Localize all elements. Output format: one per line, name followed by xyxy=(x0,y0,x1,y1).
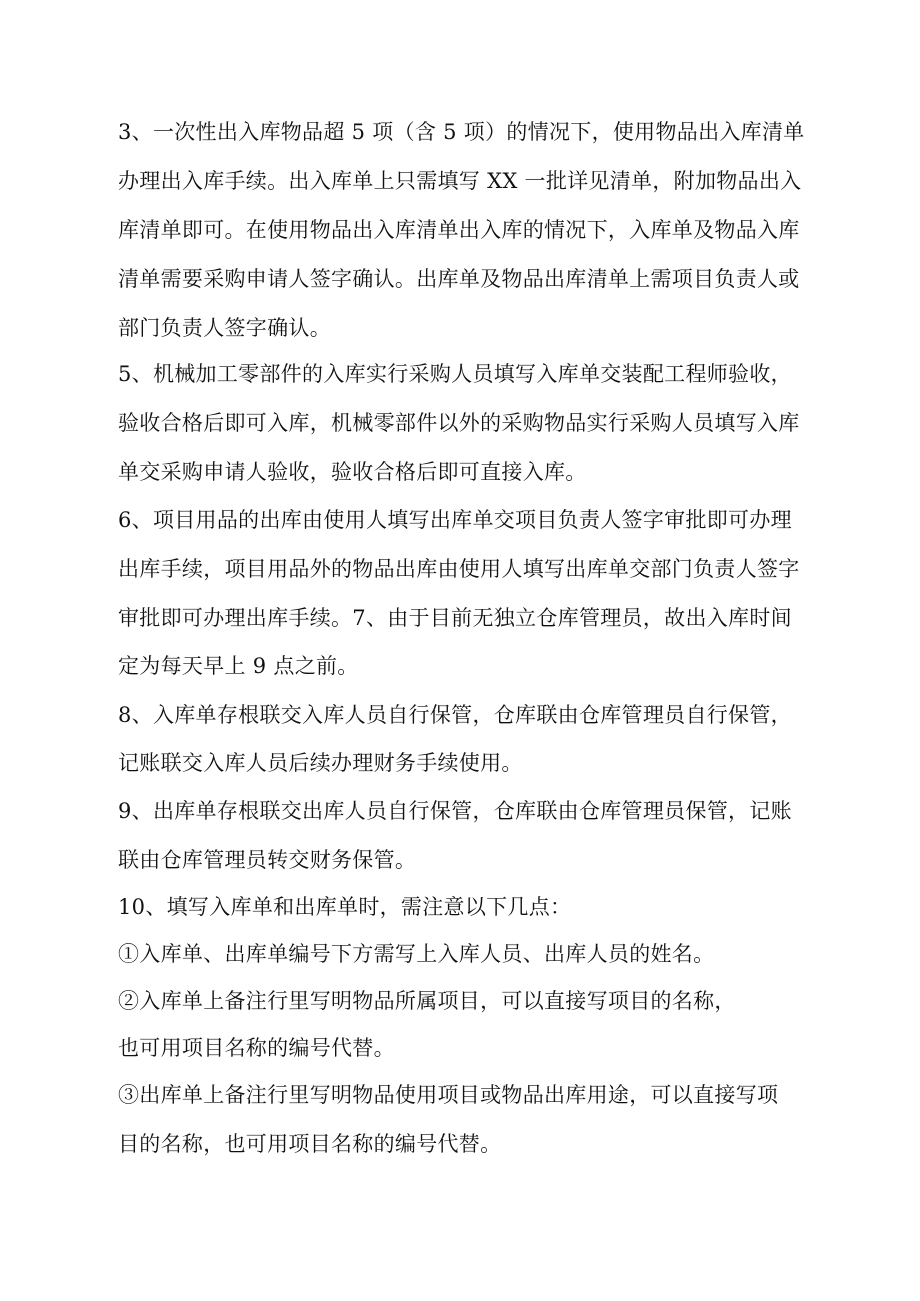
paragraph-6-line-4: 定为每天早上 9 点之前。 xyxy=(118,654,359,678)
paragraph-5-line-3: 单交采购申请人验收，验收合格后即可直接入库。 xyxy=(118,460,587,484)
paragraph-3-line-3: 库清单即可。在使用物品出入库清单出入库的情况下，入库单及物品入库 xyxy=(118,218,800,242)
paragraph-9-line-1: 9、出库单存根联交出库人员自行保管，仓库联由仓库管理员保管，记账 xyxy=(118,799,792,823)
paragraph-5-line-1: 5、机械加工零部件的入库实行采购人员填写入库单交装配工程师验收， xyxy=(118,362,792,386)
paragraph-3-line-4: 清单需要采购申请人签字确认。出库单及物品出库清单上需项目负责人或 xyxy=(118,267,800,291)
note-3-line-1: ③出库单上备注行里写明物品使用项目或物品出库用途，可以直接写项 xyxy=(118,1083,779,1107)
note-1-line-1: ①入库单、出库单编号下方需写上入库人员、出库人员的姓名。 xyxy=(118,942,715,966)
paragraph-6-line-1: 6、项目用品的出库由使用人填写出库单交项目负责人签字审批即可办理 xyxy=(118,508,792,532)
note-2-line-1: ②入库单上备注行里写明物品所属项目，可以直接写项目的名称， xyxy=(118,989,736,1013)
paragraph-6-line-2: 出库手续，项目用品外的物品出库由使用人填写出库单交部门负责人签字 xyxy=(118,557,800,581)
note-2-line-2: 也可用项目名称的编号代替。 xyxy=(118,1036,395,1060)
note-3-line-2: 目的名称，也可用项目名称的编号代替。 xyxy=(118,1132,502,1156)
paragraph-8-line-1: 8、入库单存根联交入库人员自行保管，仓库联由仓库管理员自行保管， xyxy=(118,703,792,727)
paragraph-10-heading: 10、填写入库单和出库单时，需注意以下几点： xyxy=(118,895,572,919)
paragraph-6-line-3: 审批即可办理出库手续。7、由于目前无独立仓库管理员，故出入库时间 xyxy=(118,606,792,630)
paragraph-5-line-2: 验收合格后即可入库，机械零部件以外的采购物品实行采购人员填写入库 xyxy=(118,411,800,435)
paragraph-3-line-2: 办理出入库手续。出入库单上只需填写 XX 一批详见清单，附加物品出入 xyxy=(118,169,802,193)
paragraph-9-line-2: 联由仓库管理员转交财务保管。 xyxy=(118,848,417,872)
paragraph-3-line-5: 部门负责人签字确认。 xyxy=(118,316,331,340)
paragraph-8-line-2: 记账联交入库人员后续办理财务手续使用。 xyxy=(118,751,523,775)
paragraph-3-line-1: 3、一次性出入库物品超 5 项（含 5 项）的情况下，使用物品出入库清单 xyxy=(118,120,805,144)
